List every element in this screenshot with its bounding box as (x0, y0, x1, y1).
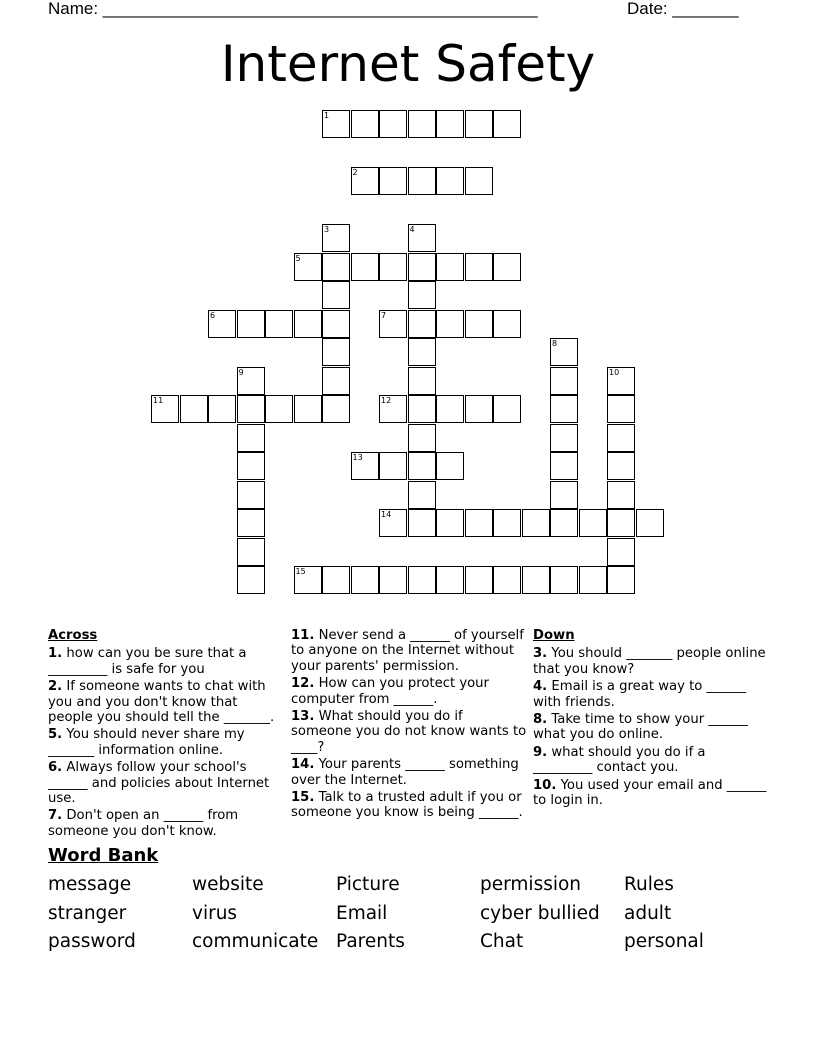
word-bank-item: communicate (192, 931, 319, 952)
clue-down-3 (533, 646, 769, 677)
clue-number: 1. (48, 646, 63, 662)
crossword-cell[interactable] (436, 395, 464, 423)
clue-number: 9. (533, 744, 548, 760)
crossword-cell[interactable] (180, 395, 208, 423)
clue-down-9 (533, 745, 769, 776)
crossword-cell[interactable] (493, 310, 521, 338)
crossword-cell[interactable] (493, 566, 521, 594)
clue-across-15 (291, 790, 527, 821)
word-bank-item: permission (480, 874, 582, 895)
crossword-cell[interactable] (408, 281, 436, 309)
clue-text: Your parents ______ something over the Internet. (291, 757, 519, 788)
clue-text: You used your email and ______ to login in. (533, 777, 767, 809)
crossword-cell[interactable] (408, 395, 436, 423)
crossword-cell[interactable] (550, 424, 578, 452)
clue-number: 10. (533, 777, 557, 793)
crossword-cell[interactable] (408, 424, 436, 452)
cell-number: 8 (552, 339, 558, 348)
crossword-cell[interactable] (607, 481, 635, 509)
crossword-cell[interactable] (550, 481, 578, 509)
word-bank-item: website (192, 874, 264, 895)
crossword-cell[interactable] (579, 566, 607, 594)
crossword-cell[interactable] (265, 310, 293, 338)
clue-down-4 (533, 679, 769, 710)
across-clues-column-1 (48, 628, 283, 841)
cell-number: 11 (153, 396, 164, 405)
word-bank-item: Parents (336, 931, 405, 952)
clue-number: 13. (291, 709, 315, 725)
crossword-cell[interactable] (408, 367, 436, 395)
crossword-cell[interactable] (322, 281, 350, 309)
crossword-cell[interactable] (322, 566, 350, 594)
crossword-cell[interactable] (237, 452, 265, 480)
crossword-cell[interactable] (636, 509, 664, 537)
clue-number: 6. (48, 760, 63, 776)
crossword-cell[interactable] (607, 566, 635, 594)
crossword-cell[interactable] (550, 395, 578, 423)
word-bank-item: stranger (48, 902, 127, 924)
word-bank (48, 873, 768, 959)
clue-text: You should never share my _______ information online. (48, 727, 245, 758)
crossword-cell[interactable] (465, 566, 493, 594)
cell-number: 13 (352, 453, 363, 462)
word-bank-item: Rules (624, 874, 674, 895)
crossword-cell[interactable] (379, 509, 407, 537)
crossword-cell[interactable] (436, 253, 464, 281)
crossword-cell[interactable] (322, 224, 350, 252)
clue-text: You should _______ people online that you know? (533, 646, 766, 677)
clue-text: What should you do if someone you do not know wants to ____? (291, 709, 527, 755)
crossword-cell[interactable] (322, 310, 350, 338)
cell-number: 14 (381, 510, 392, 519)
clue-text: How can you protect your computer from ______. (291, 676, 489, 707)
crossword-cell[interactable] (237, 367, 265, 395)
clue-text: how can you be sure that a _________ is safe for you (48, 646, 247, 677)
crossword-cell[interactable] (408, 452, 436, 480)
crossword-cell[interactable] (408, 310, 436, 338)
crossword-cell[interactable] (436, 566, 464, 594)
crossword-cell[interactable] (408, 338, 436, 366)
crossword-cell[interactable] (322, 367, 350, 395)
down-heading: Down (533, 628, 575, 643)
crossword-cell[interactable] (408, 253, 436, 281)
crossword-cell[interactable] (436, 110, 464, 138)
crossword-cell[interactable] (237, 509, 265, 537)
crossword-cell[interactable] (351, 110, 379, 138)
crossword-cell[interactable] (379, 167, 407, 195)
crossword-cell[interactable] (379, 310, 407, 338)
crossword-cell[interactable] (151, 395, 179, 423)
cell-number: 15 (295, 567, 306, 576)
clue-across-6 (48, 760, 283, 806)
clue-across-5 (48, 727, 283, 758)
crossword-cell[interactable] (465, 509, 493, 537)
crossword-cell[interactable] (294, 253, 322, 281)
cell-number: 12 (381, 396, 392, 405)
crossword-cell[interactable] (607, 452, 635, 480)
name-field-label: Name: ______________________________________________ (48, 0, 538, 18)
crossword-cell[interactable] (607, 509, 635, 537)
cell-number: 1 (324, 111, 330, 120)
crossword-cell[interactable] (408, 481, 436, 509)
crossword-cell[interactable] (408, 110, 436, 138)
clue-text: If someone wants to chat with you and you don't know that people you should tell the _______. (48, 679, 275, 726)
cell-number: 6 (210, 310, 216, 320)
clue-text: Never send a ______ of yourself to anyone on the Internet without your parents' permission. (291, 628, 524, 674)
crossword-cell[interactable] (237, 424, 265, 452)
cell-number: 3 (324, 225, 330, 234)
crossword-cell[interactable] (379, 253, 407, 281)
clue-number: 2. (48, 679, 63, 695)
clue-text: Email is a great way to ______ with friends. (533, 679, 747, 710)
clue-number: 4. (533, 679, 548, 695)
crossword-cell[interactable] (351, 253, 379, 281)
crossword-cell[interactable] (607, 367, 635, 395)
crossword-cell[interactable] (493, 509, 521, 537)
crossword-cell[interactable] (208, 395, 236, 423)
cell-number: 7 (381, 310, 387, 320)
clue-across-12 (291, 676, 527, 707)
crossword-cell[interactable] (237, 481, 265, 509)
crossword-cell[interactable] (522, 566, 550, 594)
crossword-cell[interactable] (379, 452, 407, 480)
clue-text: Always follow your school's ______ and policies about Internet use. (48, 760, 270, 807)
crossword-cell[interactable] (351, 452, 379, 480)
cell-number: 2 (352, 168, 358, 177)
crossword-cell[interactable] (436, 509, 464, 537)
crossword-cell[interactable] (322, 338, 350, 366)
clue-across-13 (291, 709, 527, 755)
clue-number: 3. (533, 646, 548, 662)
crossword-cell[interactable] (237, 538, 265, 566)
crossword-cell[interactable] (351, 167, 379, 195)
clue-number: 7. (48, 808, 63, 824)
word-bank-item: message (48, 874, 132, 895)
crossword-cell[interactable] (550, 452, 578, 480)
crossword-cell[interactable] (408, 224, 436, 252)
word-bank-item: password (48, 931, 136, 952)
crossword-cell[interactable] (265, 395, 293, 423)
crossword-cell[interactable] (522, 509, 550, 537)
crossword-cell[interactable] (379, 395, 407, 423)
down-clues-column (533, 628, 769, 810)
crossword-cell[interactable] (607, 538, 635, 566)
crossword-cell[interactable] (322, 395, 350, 423)
clue-number: 14. (291, 757, 315, 773)
crossword-cell[interactable] (550, 566, 578, 594)
crossword-cell[interactable] (465, 310, 493, 338)
crossword-cell[interactable] (294, 395, 322, 423)
clue-number: 15. (291, 790, 315, 806)
word-bank-item: adult (624, 902, 672, 924)
crossword-cell[interactable] (493, 253, 521, 281)
cell-number: 9 (238, 367, 244, 377)
clue-across-2 (48, 679, 283, 725)
crossword-cell[interactable] (294, 566, 322, 594)
word-bank-title: Word Bank (48, 845, 159, 866)
crossword-cell[interactable] (294, 310, 322, 338)
crossword-cell[interactable] (465, 395, 493, 423)
clue-across-1 (48, 646, 283, 677)
crossword-cell[interactable] (237, 310, 265, 338)
crossword-cell[interactable] (579, 509, 607, 537)
crossword-cell[interactable] (607, 424, 635, 452)
crossword-cell[interactable] (379, 110, 407, 138)
clue-down-10 (533, 778, 769, 809)
clue-text: Take time to show your ______ what you do online. (533, 712, 748, 743)
cell-number: 10 (609, 367, 620, 377)
crossword-cell[interactable] (322, 110, 350, 138)
crossword-cell[interactable] (493, 110, 521, 138)
crossword-cell[interactable] (237, 566, 265, 594)
date-field-label: Date: _______ (627, 0, 739, 18)
clue-across-11 (291, 628, 527, 674)
clue-number: 8. (533, 712, 548, 728)
clue-text: what should you do if a _________ contact you. (533, 744, 706, 776)
crossword-cell[interactable] (322, 253, 350, 281)
clue-number: 12. (291, 676, 315, 692)
word-bank-item: Chat (480, 931, 524, 952)
across-clues-column-2 (291, 628, 527, 823)
crossword-cell[interactable] (465, 167, 493, 195)
across-heading: Across (48, 628, 98, 643)
crossword-cell[interactable] (408, 509, 436, 537)
word-bank-item: Email (336, 902, 388, 924)
crossword-cell[interactable] (550, 509, 578, 537)
crossword-cell[interactable] (379, 566, 407, 594)
crossword-cell[interactable] (550, 338, 578, 366)
crossword-cell[interactable] (493, 395, 521, 423)
word-bank-item: virus (192, 902, 238, 924)
word-bank-item: personal (624, 931, 704, 952)
clue-number: 5. (48, 727, 63, 743)
crossword-cell[interactable] (237, 395, 265, 423)
crossword-cell[interactable] (408, 167, 436, 195)
crossword-cell[interactable] (465, 253, 493, 281)
cell-number: 5 (295, 253, 301, 263)
word-bank-item: Picture (336, 874, 400, 895)
page-title: Internet Safety (220, 35, 596, 93)
crossword-cell[interactable] (351, 566, 379, 594)
clue-down-8 (533, 712, 769, 743)
word-bank-item: cyber bullied (480, 902, 600, 924)
crossword-cell[interactable] (436, 452, 464, 480)
crossword-cell[interactable] (550, 367, 578, 395)
clue-across-7 (48, 808, 283, 839)
cell-number: 4 (409, 225, 415, 234)
crossword-cell[interactable] (208, 310, 236, 338)
crossword-cell[interactable] (436, 167, 464, 195)
clue-across-14 (291, 757, 527, 788)
crossword-cell[interactable] (465, 110, 493, 138)
crossword-cell[interactable] (436, 310, 464, 338)
clue-text: Don't open an ______ from someone you don't know. (48, 808, 239, 839)
clue-number: 11. (291, 628, 315, 643)
crossword-cell[interactable] (408, 566, 436, 594)
crossword-cell[interactable] (607, 395, 635, 423)
clue-text: Talk to a trusted adult if you or someone you know is being ______. (291, 790, 523, 821)
